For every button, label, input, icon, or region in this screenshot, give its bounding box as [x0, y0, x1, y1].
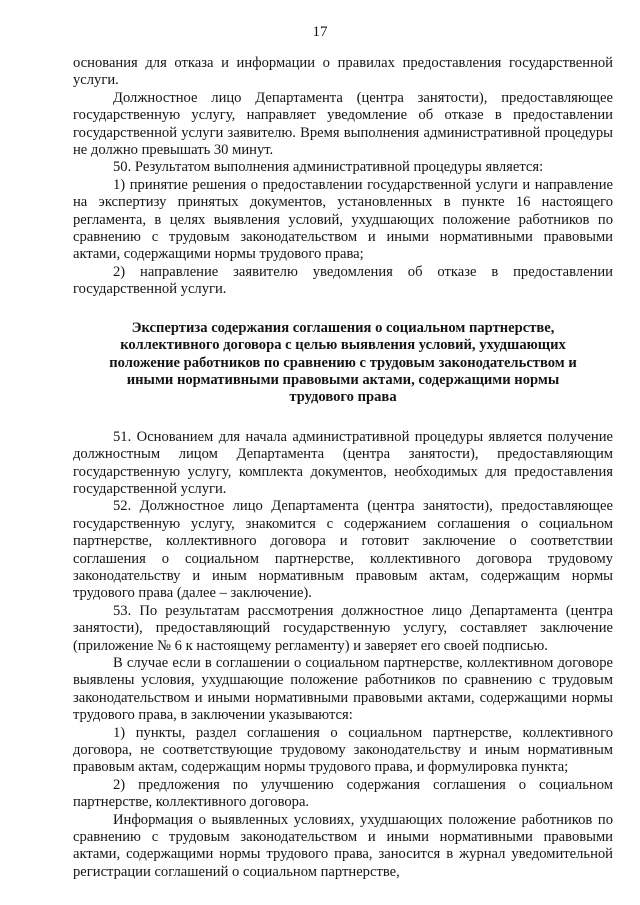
paragraph-continuation: основания для отказа и информации о правилах предоставления государственной услуги. — [73, 55, 613, 89]
paragraph-journal-info: Информация о выявленных условиях, ухудшающих положение работников по сравнению с трудовым законодательством и иными нормативными правовыми актами, содержащими нормы трудового права, заносится в журнал уведомительной регистрации соглашений о социальном партнерстве, — [73, 811, 613, 880]
paragraph-item-50: 50. Результатом выполнения административной процедуры является: — [113, 159, 544, 176]
paragraph-item-50-2: 2) направление заявителю уведомления об отказе в предоставлении государственной услуги. — [73, 263, 613, 298]
paragraph-item-52: 52. Должностное лицо Департамента (центра занятости), предоставляющее государственную услугу, знакомится с содержанием соглашения о социальном партнерстве, коллективного договора и готовит заключение о соответствии соглашения о социальном партнерстве, коллективного договора трудовому законодательству и иным нормативным правовым актам, содержащим нормы трудового права (далее – заключение). — [73, 498, 613, 602]
paragraph-item-51: 51. Основанием для начала административной процедуры является получение должностным лицом Департамента (центра занятости), предоставляющим государственную услугу, комплекта документов, необходимых для предоставления государственной услуги. — [73, 428, 613, 497]
paragraph-conclusion-item-2: 2) предложения по улучшению содержания соглашения о социальном партнерстве, коллективного договора. — [73, 776, 613, 811]
section-heading: Экспертиза содержания соглашения о социальном партнерстве, коллективного договора с целью выявления условий, ухудшающих положение работников по сравнению с трудовым законодательством и иными нормативными правовыми актами, содержащими нормы трудового права — [109, 319, 577, 406]
paragraph-official-notice: Должностное лицо Департамента (центра занятости), предоставляющее государственную услугу, направляет уведомление об отказе в предоставлении государственной услуги заявителю. Время выполнения административной процедуры не должно превышать 30 минут. — [73, 89, 613, 159]
paragraph-item-50-1: 1) принятие решения о предоставлении государственной услуги и направление на экспертизу принятых документов, установленных в пункте 16 настоящего регламента, в целях выявления условий, ухудшающих положение работников по сравнению с трудовым законодательством и иными нормативными правовыми актами, содержащими нормы трудового права; — [73, 176, 613, 263]
document-body — [73, 55, 613, 881]
paragraph-conclusion-item-1: 1) пункты, раздел соглашения о социальном партнерстве, коллективного договора, не соответствующие трудовому законодательству и иным нормативным правовым актам, содержащим нормы трудового права, и формулировка пункта; — [73, 724, 613, 776]
paragraph-item-53: 53. По результатам рассмотрения должностное лицо Департамента (центра занятости), предоставляющий государственную услугу, составляет заключение (приложение № 6 к настоящему регламенту) и заверяет его своей подписью. — [73, 602, 613, 654]
paragraph-violations-found: В случае если в соглашении о социальном партнерстве, коллективном договоре выявлены условия, ухудшающие положение работников по сравнению с трудовым законодательством и иными нормативными правовыми актами, содержащими нормы трудового права, в заключении указываются: — [73, 655, 613, 724]
page-number: 17 — [312, 24, 328, 40]
